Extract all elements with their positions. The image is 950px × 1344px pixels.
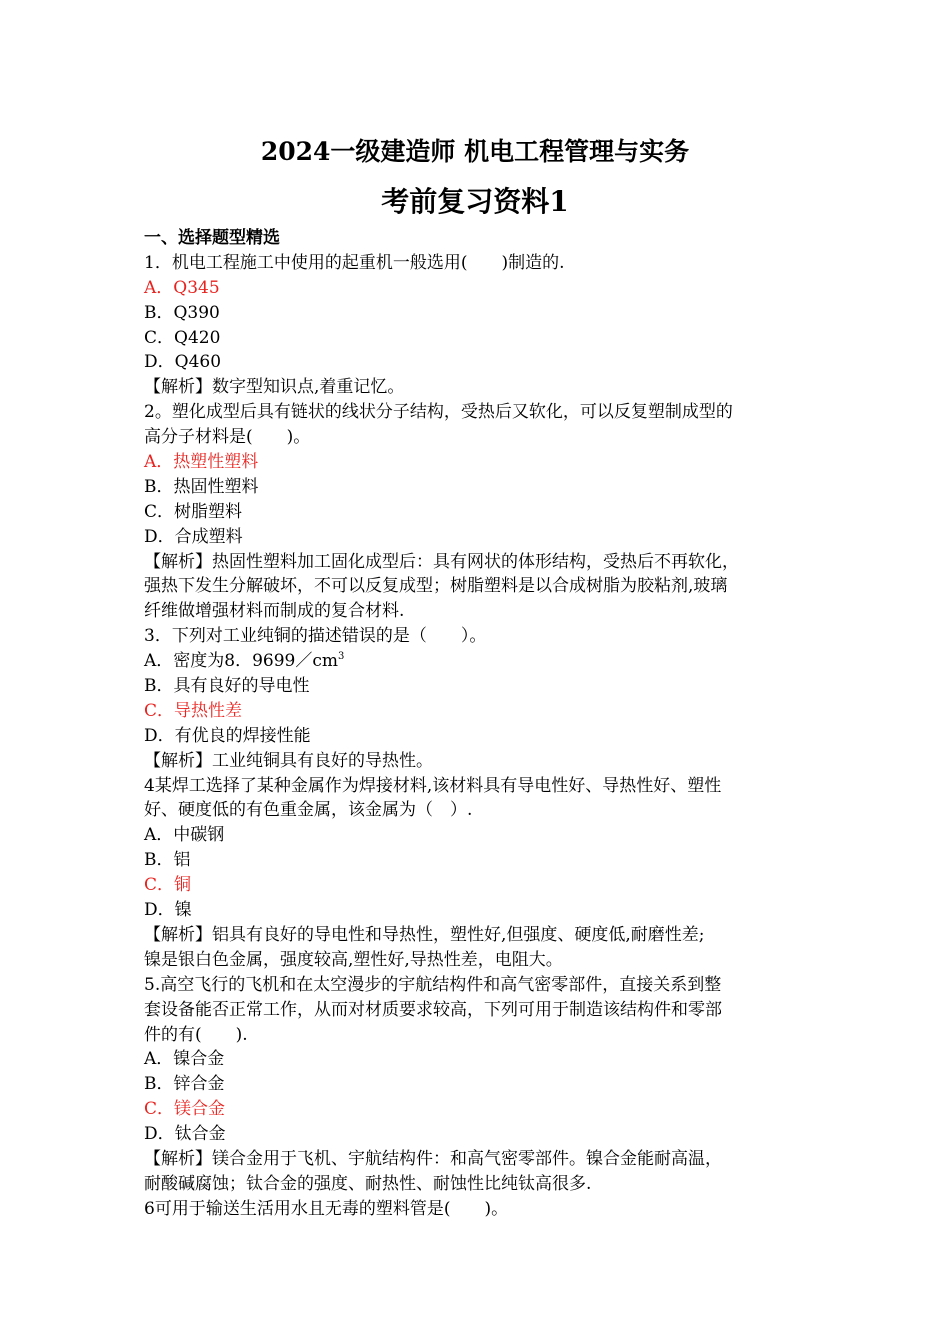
document-title: 2024一级建造师 机电工程管理与实务 xyxy=(260,137,690,166)
question-3-option-b: B．具有良好的导电性 xyxy=(144,676,310,697)
question-list xyxy=(144,226,814,1222)
section-heading: 一、选择题型精选 xyxy=(144,228,280,248)
question-3-option-d: D．有优良的焊接性能 xyxy=(144,725,311,746)
question-2-analysis-line-1: 【解析】热固性塑料加工固化成型后：具有网状的体形结构，受热后不再软化， xyxy=(144,551,739,572)
question-1-option-c: C．Q420 xyxy=(144,327,221,348)
question-3-option-c-answer: C．导热性差 xyxy=(144,700,243,721)
question-4-stem-line-2: 好、硬度低的有色重金属，该金属为（ ）. xyxy=(144,800,473,821)
question-1-option-b: B．Q390 xyxy=(144,302,220,323)
question-4-option-b: B．铝 xyxy=(144,850,191,871)
question-2-analysis-line-2: 强热下发生分解破坏，不可以反复成型；树脂塑料是以合成树脂为胶粘剂,玻璃 xyxy=(144,576,728,597)
question-5-option-b: B．锌合金 xyxy=(144,1074,225,1095)
question-1-stem: 1．机电工程施工中使用的起重机一般选用( )制造的. xyxy=(144,252,565,273)
question-1-option-d: D．Q460 xyxy=(144,352,222,373)
question-5-analysis-line-1: 【解析】镁合金用于飞机、宇航结构件：和高气密零部件。镍合金能耐高温， xyxy=(144,1148,722,1169)
question-4-option-d: D．镍 xyxy=(144,900,192,921)
question-4-option-c-answer: C．铜 xyxy=(144,875,192,896)
question-6-stem: 6可用于输送生活用水且无毒的塑料管是( )。 xyxy=(144,1198,509,1219)
question-5-option-d: D．钛合金 xyxy=(144,1124,226,1145)
question-1-analysis: 【解析】数字型知识点,着重记忆。 xyxy=(144,377,405,398)
question-5-option-c-answer: C．镁合金 xyxy=(144,1099,226,1120)
question-2-option-b: B．热固性塑料 xyxy=(144,476,259,497)
question-2-analysis-line-3: 纤维做增强材料而制成的复合材料. xyxy=(144,601,405,622)
question-3-analysis: 【解析】工业纯铜具有良好的导热性。 xyxy=(144,750,433,771)
question-1-option-a-answer: A．Q345 xyxy=(144,277,220,298)
question-5-stem-line-1: 5.高空飞行的飞机和在太空漫步的宇航结构件和高气密零部件，直接关系到整 xyxy=(144,974,722,995)
question-2-option-d: D．合成塑料 xyxy=(144,526,243,547)
document-subtitle: 考前复习资料1 xyxy=(381,185,569,218)
question-4-stem-line-1: 4某焊工选择了某种金属作为焊接材料,该材料具有导电性好、导热性好、塑性 xyxy=(144,775,722,796)
question-5-option-a: A．镍合金 xyxy=(144,1049,225,1070)
question-4-analysis-line-2: 镍是银白色金属，强度较高,塑性好,导热性差，电阻大。 xyxy=(144,949,563,970)
question-2-stem-line-2: 高分子材料是( )。 xyxy=(144,427,311,448)
question-2-stem-line-1: 2。塑化成型后具有链状的线状分子结构，受热后又软化，可以反复塑制成型的 xyxy=(144,402,733,423)
question-2-option-a-answer: A．热塑性塑料 xyxy=(144,452,259,473)
question-3-option-a xyxy=(144,649,814,674)
question-5-stem-line-2: 套设备能否正常工作，从而对材质要求较高，下列可用于制造该结构件和零部 xyxy=(144,999,722,1020)
question-4-option-a: A．中碳钢 xyxy=(144,825,225,846)
question-5-analysis-line-2: 耐酸碱腐蚀；钛合金的强度、耐热性、耐蚀性比纯钛高很多. xyxy=(144,1173,592,1194)
question-2-option-c: C．树脂塑料 xyxy=(144,501,243,522)
question-3-stem: 3．下列对工业纯铜的描述错误的是（ ）。 xyxy=(144,626,487,647)
question-3-option-a-text: A．密度为8．9699／cm xyxy=(144,651,338,672)
superscript-exponent: 3 xyxy=(338,651,345,663)
question-4-analysis-line-1: 【解析】铝具有良好的导电性和导热性，塑性好,但强度、硬度低,耐磨性差; xyxy=(144,924,705,945)
question-5-stem-line-3: 件的有( ). xyxy=(144,1024,248,1045)
